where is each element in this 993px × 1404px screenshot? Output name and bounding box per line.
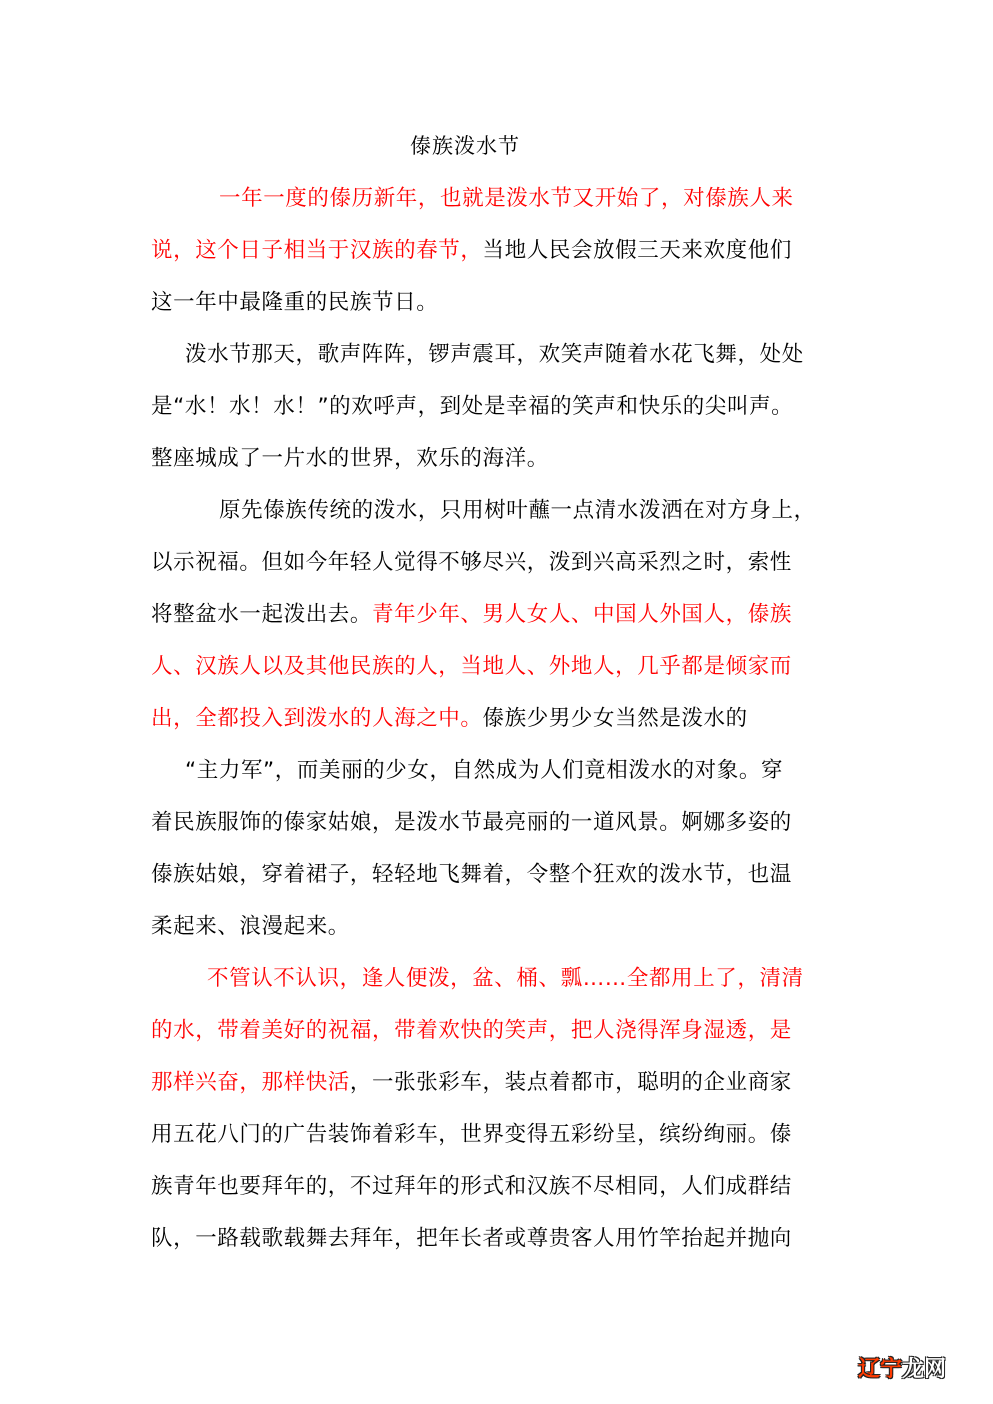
highlighted-text: 青年少年、男人女人、中国人外国人，傣族 [372, 602, 792, 627]
text-line [151, 392, 851, 422]
site-watermark-logo [858, 1352, 946, 1383]
body-text: 泼水节那天，歌声阵阵，锣声震耳，欢笑声随着水花飞舞，处处 [185, 342, 804, 367]
body-text: 整座城成了一片水的世界，欢乐的海洋。 [151, 446, 549, 471]
body-text: 原先傣族传统的泼水，只用树叶蘸一点清水泼洒在对方身上， [219, 498, 816, 523]
watermark-part-red: 辽宁 [858, 1357, 903, 1382]
body-text: ，一张张彩车，装点着都市，聪明的企业商家 [349, 1070, 792, 1095]
body-text: 队，一路载歌载舞去拜年，把年长者或尊贵客人用竹竿抬起并抛向 [151, 1226, 792, 1251]
highlighted-text: 一年一度的傣历新年，也就是泼水节又开始了，对傣族人来 [219, 186, 794, 211]
text-line [151, 444, 851, 474]
text-line [151, 1068, 851, 1098]
text-line [151, 340, 885, 370]
text-line [151, 704, 851, 734]
text-line [151, 496, 919, 526]
text-line [151, 236, 851, 266]
text-line [151, 860, 851, 890]
body-text: 以示祝福。但如今年轻人觉得不够尽兴，泼到兴高采烈之时，索性 [151, 550, 792, 575]
text-line [151, 600, 851, 630]
watermark-part-white: 龙网 [902, 1357, 947, 1382]
text-line [151, 1224, 851, 1254]
body-text: 是“水！水！水！”的欢呼声，到处是幸福的笑声和快乐的尖叫声。 [151, 394, 794, 419]
body-text: 柔起来、浪漫起来。 [151, 914, 350, 939]
text-line [151, 808, 851, 838]
body-text: 傣族少男少女当然是泼水的 [482, 706, 748, 731]
text-line [151, 1120, 851, 1150]
highlighted-text: 人、汉族人以及其他民族的人，当地人、外地人，几乎都是倾家而 [151, 654, 792, 679]
text-line [151, 964, 907, 994]
text-line [151, 652, 851, 682]
text-line [151, 756, 885, 786]
text-line [151, 912, 851, 942]
text-line [151, 1172, 851, 1202]
highlighted-text: 说，这个日子相当于汉族的春节， [151, 238, 483, 263]
text-line [151, 288, 851, 318]
body-text: 这一年中最隆重的民族节日。 [151, 290, 439, 315]
body-text: 当地人民会放假三天来欢度他们 [482, 238, 792, 263]
body-text: “主力军”，而美丽的少女，自然成为人们竟相泼水的对象。穿 [185, 758, 784, 783]
highlighted-text: 出，全都投入到泼水的人海之中。 [151, 706, 483, 731]
body-text: 用五花八门的广告装饰着彩车，世界变得五彩纷呈，缤纷绚丽。傣 [151, 1122, 792, 1147]
document-title: 傣族泼水节 [410, 134, 520, 158]
text-line [151, 548, 851, 578]
highlighted-text: 的水，带着美好的祝福，带着欢快的笑声，把人浇得浑身湿透，是 [151, 1018, 792, 1043]
highlighted-text: 不管认不认识，逢人便泼，盆、桶、瓢……全都用上了，清清 [207, 966, 804, 991]
body-text: 将整盆水一起泼出去。 [151, 602, 373, 627]
body-text: 着民族服饰的傣家姑娘，是泼水节最亮丽的一道风景。婀娜多姿的 [151, 810, 792, 835]
body-text: 族青年也要拜年的，不过拜年的形式和汉族不尽相同，人们成群结 [151, 1174, 792, 1199]
body-text: 傣族姑娘，穿着裙子，轻轻地飞舞着，令整个狂欢的泼水节，也温 [151, 862, 792, 887]
text-line [151, 184, 919, 214]
text-line [151, 1016, 851, 1046]
highlighted-text: 那样兴奋，那样快活 [151, 1070, 350, 1095]
